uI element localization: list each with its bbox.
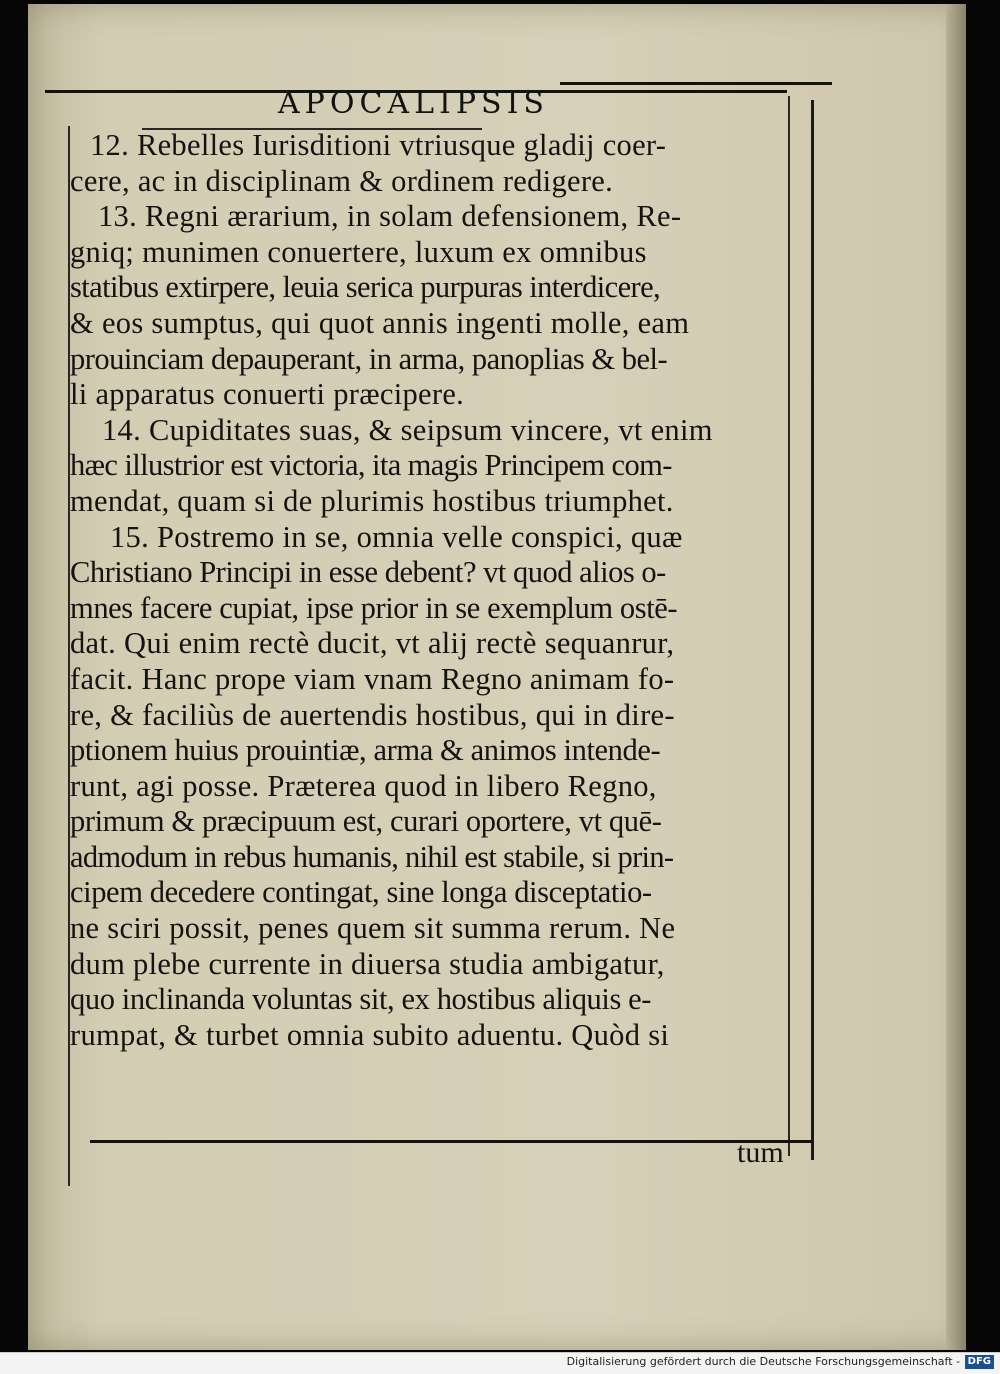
running-head: APOCALIPSIS bbox=[278, 86, 549, 121]
text-line: ptionem huius prouintiæ, arma & animos intende- bbox=[70, 733, 661, 768]
text-line: ne sciri possit, penes quem sit summa rerum. Ne bbox=[70, 911, 676, 946]
funding-credit: Digitalisierung gefördert durch die Deutsche Forschungsgemeinschaft - bbox=[566, 1355, 960, 1368]
footer-rule bbox=[90, 1140, 812, 1143]
text-line: quo inclinanda voluntas sit, ex hostibus aliquis e- bbox=[70, 982, 652, 1017]
text-line: re, & faciliùs de auertendis hostibus, qui in dire- bbox=[70, 697, 675, 732]
text-line: dat. Qui enim rectè ducit, vt alij rectè sequanrur, bbox=[70, 626, 675, 661]
page-edge bbox=[946, 4, 966, 1350]
text-line: prouinciam depauperant, in arma, panoplias & bel- bbox=[70, 341, 668, 376]
text-line: primum & præcipuum est, curari oportere, vt quē- bbox=[70, 804, 662, 839]
right-outer-frame-rule bbox=[811, 100, 814, 1160]
text-line: runt, agi posse. Præterea quod in libero Regno, bbox=[70, 768, 657, 803]
text-line: 14. Cupiditates suas, & seipsum vincere, vt enim bbox=[102, 412, 713, 447]
header-rule-right bbox=[560, 82, 832, 85]
text-line: admodum in rebus humanis, nihil est stabile, si prin- bbox=[70, 839, 674, 874]
catchword: tum bbox=[737, 1136, 784, 1169]
text-line: statibus extirpere, leuia serica purpuras interdicere, bbox=[70, 270, 661, 305]
text-line: Christiano Principi in esse debent? vt quod alios o- bbox=[70, 555, 666, 590]
text-line: 12. Rebelles Iurisditioni vtriusque gladij coer- bbox=[90, 128, 667, 162]
text-line: hæc illustrior est victoria, ita magis Principem com- bbox=[70, 448, 672, 483]
text-line: 13. Regni ærarium, in solam defensionem, Re- bbox=[98, 199, 682, 234]
text-line: li apparatus conuerti præcipere. bbox=[70, 377, 465, 412]
text-line: facit. Hanc prope viam vnam Regno animam fo- bbox=[70, 661, 675, 696]
text-line: cipem decedere contingat, sine longa disceptatio- bbox=[70, 875, 652, 910]
text-line: & eos sumptus, qui quot annis ingenti molle, eam bbox=[70, 305, 690, 340]
text-line: 15. Postremo in se, omnia velle conspici, quæ bbox=[110, 519, 683, 554]
text-line: dum plebe currente in diuersa studia ambigatur, bbox=[70, 946, 665, 981]
body-text bbox=[70, 128, 790, 1053]
text-line: gniq; munimen conuertere, luxum ex omnibus bbox=[70, 234, 647, 269]
dfg-logo[interactable]: DFG bbox=[965, 1355, 994, 1369]
text-line: mendat, quam si de plurimis hostibus triumphet. bbox=[70, 483, 674, 518]
text-line: cere, ac in disciplinam & ordinem redigere. bbox=[70, 163, 614, 198]
text-line: mnes facere cupiat, ipse prior in se exemplum ostē- bbox=[70, 590, 678, 625]
text-line: rumpat, & turbet omnia subito aduentu. Quòd si bbox=[70, 1017, 670, 1052]
